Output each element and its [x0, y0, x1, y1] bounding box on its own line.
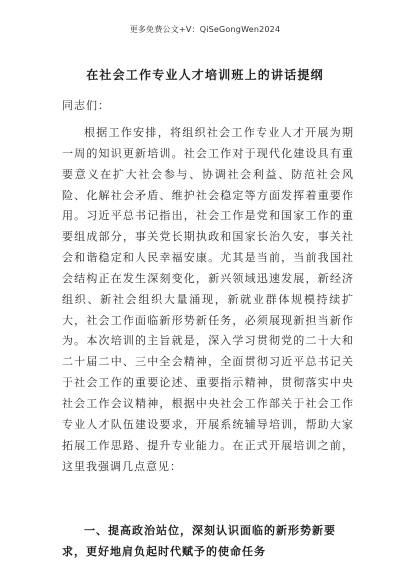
header-note: 更多免费公文+V：QiSeGongWen2024	[129, 25, 281, 34]
section-heading: 一、提高政治站位，深刻认识面临的新形势新要求，更好地肩负起时代赋予的使命任务	[62, 524, 336, 558]
body-paragraph: 根据工作安排，将组织社会工作专业人才开展为期一周的知识更新培训。社会工作对于现代化建设具有重要意义在扩大社会参与、协调社会利益、防范社会风险、化解社会矛盾、维护社会稳定等方面发挥着重要作用。习近平总书记指出，社会工作是党和国家工作的重要组成部分，事关党长期执政和国家长治久安，事关社会和谐稳定和人民幸福安康。尤其是当前，当前我国社会结构正在发生深刻变化，新兴领域迅速发展，新经济组织、新社会组织大量涌现，新就业群体规模持续扩大，社会工作面临新形势新任务，必须展现新担当新作为。本次培训的主旨就是，深入学习贯彻党的二十大和二十届二中、三中全会精神，全面贯彻习近平总书记关于社会工作的重要论述、重要指示精神，贯彻落实中央社会工作会议精神，根据中央社会工作部关于社会工作专业人才队伍建设要求，开展系统辅导培训，帮助大家拓展工作思路、提升专业能力。在正式开展培训之前，这里我强调几点意见：	[62, 126, 354, 473]
salutation: 同志们：	[62, 99, 110, 112]
document-title: 在社会工作专业人才培训班上的讲话提纲	[86, 68, 324, 82]
